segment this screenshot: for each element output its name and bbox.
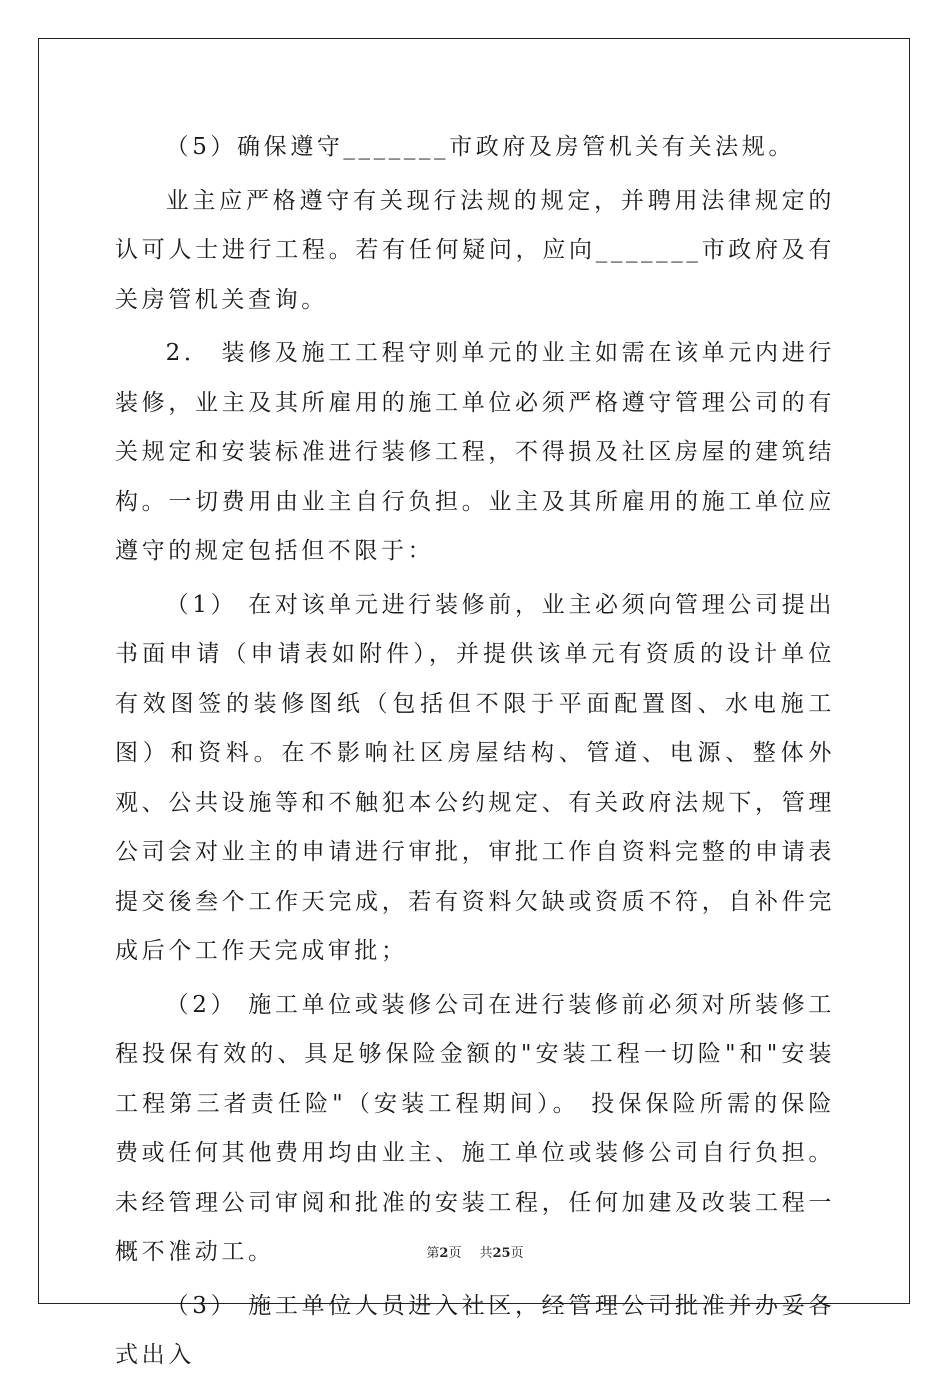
page-number: 2: [439, 1246, 449, 1261]
paragraph: （2） 施工单位或装修公司在进行装修前必须对所装修工程投保有效的、具足够保险金额的"安装工程一切险"和"安装工程第三者责任险"（安装工程期间）。 投保保险所需的保险费或任何其他费用均由业主、施工单位或装修公司自行负担。 未经管理公司审阅和批准的安装工程，任何加建及改装工程一概不准动工。: [115, 991, 835, 1265]
paragraph: （5）确保遵守_______市政府及房管机关有关法规。: [165, 134, 795, 160]
document-body: [115, 123, 835, 1381]
paragraph: 业主应严格遵守有关现行法规的规定，并聘用法律规定的认可人士进行工程。若有任何疑问，应向_______市政府及有关房管机关查询。: [115, 187, 835, 313]
paragraph: （3） 施工单位人员进入社区，经管理公司批准并办妥各式出入: [115, 1292, 835, 1368]
paragraph: （1） 在对该单元进行装修前，业主必须向管理公司提出书面申请（申请表如附件），并提供该单元有资质的设计单位有效图签的装修图纸（包括但不限于平面配置图、水电施工图）和资料。在不影响社区房屋结构、管道、电源、整体外观、公共设施等和不触犯本公约规定、有关政府法规下，管理公司会对业主的申请进行审批，审批工作自资料完整的申请表提交後叁个工作天完成，若有资料欠缺或资质不符，自补件完成后个工作天完成审批；: [115, 591, 835, 964]
total-suffix: 页: [510, 1246, 524, 1261]
page-prefix: 第: [426, 1246, 440, 1261]
total-pages: 25: [492, 1246, 511, 1261]
total-prefix: 共: [479, 1246, 493, 1261]
page-footer: [0, 1242, 950, 1261]
page-suffix: 页: [448, 1246, 462, 1261]
paragraph: 2． 装修及施工工程守则单元的业主如需在该单元内进行装修，业主及其所雇用的施工单位必须严格遵守管理公司的有关规定和安装标准进行装修工程，不得损及社区房屋的建筑结构。一切费用由业主自行负担。业主及其所雇用的施工单位应遵守的规定包括但不限于：: [115, 340, 835, 564]
